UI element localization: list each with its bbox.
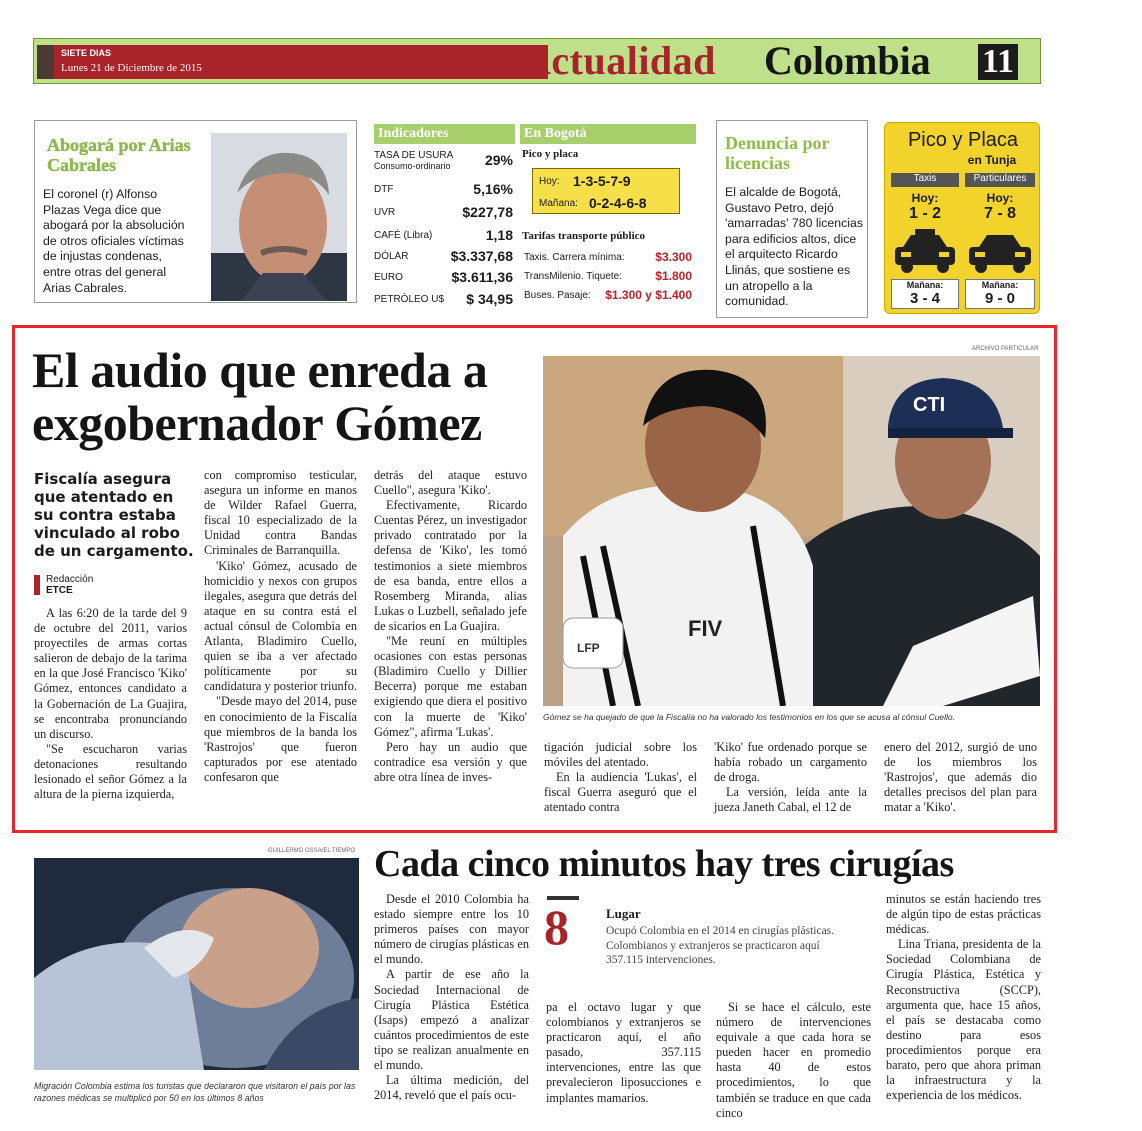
taxis-header <box>891 173 959 187</box>
indicator-row <box>374 181 515 197</box>
article-photo <box>543 356 1040 706</box>
cirugias-column-2 <box>546 1000 701 1106</box>
denuncia-box <box>716 120 868 318</box>
svg-text:LFP: LFP <box>577 641 600 655</box>
tarifa-value: $3.300 <box>655 250 692 264</box>
part-today: 7 - 8 <box>983 205 1016 222</box>
paragraph: con compromiso testicular, asegura un informe en manos de Wilder Rafael Guerra, fiscal 10 especializado de la Unidad contra Bandas Criminales de Barranquilla. <box>204 468 357 558</box>
taxi-icon <box>893 227 957 275</box>
paragraph: enero del 2012, surgió de uno de los miembros los 'Rastrojos', que además dio detalles precisos del plan para matar a 'Kiko'. <box>884 740 1037 815</box>
paragraph: pa el octavo lugar y que colombianos y extranjeros se practicaron aquí, el año pasado, 357.115 intervenciones, entre las que prevalecieron liposucciones e implantes mamarios. <box>546 1000 701 1105</box>
paragraph: detrás del ataque estuvo Cuello", asegura 'Kiko'. <box>374 468 527 498</box>
tarifa-value: $1.300 y $1.400 <box>605 288 692 302</box>
taxis-tomorrow-box <box>891 279 959 309</box>
tomorrow-label: Mañana: <box>539 198 578 209</box>
section-title-red: Actualidad <box>522 38 716 83</box>
part-today-label: Hoy: <box>986 191 1014 205</box>
header-dark-strip <box>37 45 54 79</box>
paragraph: A las 6:20 de la tarde del 9 de octubre del 2011, varios proyectiles de armas cortas salieron de debajo de la tarima en la que José Francisco 'Kiko' Gómez, entonces candidato a la Gobernación de La Guajira, se encontraba pronunciando un discurso. <box>34 606 187 741</box>
indicators-title: Indicadores <box>374 124 515 144</box>
part-tomorrow: 9 - 0 <box>984 290 1015 307</box>
article-column-4 <box>544 740 697 815</box>
indicators-box <box>374 124 515 306</box>
section-name: SIETE DIAS <box>61 48 112 58</box>
today-label: Hoy: <box>539 176 560 187</box>
indicator-value: 5,16% <box>473 181 513 197</box>
indicator-value: 29% <box>484 152 513 168</box>
tomorrow-digits: 0-2-4-6-8 <box>589 195 647 211</box>
indicator-row <box>374 227 515 243</box>
svg-text:CTI: CTI <box>913 394 946 416</box>
article-column-1 <box>34 606 187 802</box>
taxis-tomorrow-label: Mañana: <box>906 280 944 290</box>
paragraph: minutos se están haciendo tres de algún tipo de estas prácticas médicas. <box>886 892 1041 937</box>
taxis-tomorrow: 3 - 4 <box>909 290 940 307</box>
pico-placa-label: Pico y placa <box>522 148 579 160</box>
paragraph: A partir de ese año la Sociedad Internacional de Cirugía Plástica Estética (Isaps) empezó a analizar cuántos procedimientos de este tipo se realizan anualmente en el mundo. <box>374 967 529 1073</box>
tarifa-label: TransMilenio. Tiquete: <box>524 271 623 282</box>
denuncia-body: El alcalde de Bogotá, Gustavo Petro, dejó 'amarradas' 780 licencias para edificios altos, dice el arquitecto Ricardo Llinás, que sostiene es un atropello a la comunidad. <box>725 185 863 309</box>
byline-label: Redacción <box>46 574 94 585</box>
stat-label: Lugar <box>606 906 641 921</box>
article-column-5 <box>714 740 867 815</box>
article-headline: El audio que enreda a exgobernador Gómez <box>32 342 488 451</box>
indicator-label: TASA DE USURA <box>374 150 454 161</box>
bogota-box <box>520 124 696 306</box>
article-column-6 <box>884 740 1037 815</box>
article-deck: Fiscalía asegura que atentado en su contra estaba vinculado al robo de un cargamento. <box>34 470 194 560</box>
paragraph: Si se hace el cálculo, este número de intervenciones equivale a que cada hora se pueden hacer en promedio hasta 40 de estos procedimientos, lo que también se traduce en que cada cinco <box>716 1000 871 1120</box>
section-header <box>33 38 1041 84</box>
particulares-label: Particulares <box>973 173 1027 184</box>
svg-text:FIV: FIV <box>688 616 723 641</box>
taxis-today: 1 - 2 <box>908 205 941 222</box>
stat-number: 8 <box>544 899 569 955</box>
bogota-title: En Bogotá <box>520 124 696 144</box>
paragraph: La última medición, del 2014, reveló que el país ocu- <box>374 1073 529 1103</box>
indicator-label: DÓLAR <box>374 251 409 262</box>
tarifa-value: $1.800 <box>655 269 692 283</box>
particulares-header <box>965 173 1035 187</box>
indicator-value: 1,18 <box>485 227 513 243</box>
abogara-body: El coronel (r) Alfonso Plazas Vega dice que abogará por la absolución de otros oficiales víctimas de injustas condenas, entre otras del general Arias Cabrales. <box>43 187 185 295</box>
part-tomorrow-label: Mañana: <box>981 280 1019 290</box>
indicator-row <box>374 291 515 307</box>
plazas-vega-photo <box>211 133 347 301</box>
indicator-label: EURO <box>374 272 403 283</box>
article-column-3 <box>374 468 527 785</box>
paragraph: Desde el 2010 Colombia ha estado siempre entre los 10 primeros países con mayor número de cirugías plásticas en el mundo. <box>374 892 529 967</box>
byline: ETCE <box>46 585 73 596</box>
cirugias-column-1 <box>374 892 529 1103</box>
indicator-sublabel: Consumo-ordinario <box>374 161 451 171</box>
paragraph: 'Kiko' Gómez, acusado de homicidio y nexos con grupos ilegales, asegura que detrás del ataque en su contra está el actual cónsul de Colombia en Atlanta, Bladimiro Cuello, quien se iba a ver afectado políticamente por su candidatura y posterior triunfo. <box>204 558 357 694</box>
taxis-label: Taxis <box>913 173 937 184</box>
stat-text: Ocupó Colombia en el 2014 en cirugías plásticas. Colombianos y extranjeros se practicaron aquí 357.115 intervenciones. <box>606 925 835 966</box>
cirugias-photo-credit: GUILLERMO OSSA/EL TIEMPO <box>268 848 356 854</box>
indicator-row <box>374 269 515 285</box>
pico-title: Pico y Placa <box>907 129 1019 151</box>
cirugias-column-3 <box>716 1000 871 1121</box>
indicator-value: $ 34,95 <box>466 291 513 307</box>
surgery-photo <box>34 858 359 1070</box>
pico-placa-tunja <box>884 122 1040 314</box>
issue-date: Lunes 21 de Diciembre de 2015 <box>61 62 202 74</box>
article-column-2 <box>204 468 357 785</box>
tarifa-label: Buses. Pasaje: <box>524 290 591 301</box>
paragraph: "Se escucharon varias detonaciones resultando lesionado el señor Gómez a la altura de la pierna izquierda, <box>34 741 187 802</box>
paragraph: Pero hay un audio que contradice esa versión y que abre otra línea de inves- <box>374 739 527 784</box>
indicator-row <box>374 248 515 264</box>
paragraph: La versión, leída ante la jueza Janeth Cabal, el 12 de <box>714 785 867 815</box>
cirugias-column-4 <box>886 892 1041 1103</box>
abogara-box <box>34 120 357 303</box>
today-digits: 1-3-5-7-9 <box>573 173 631 189</box>
paragraph: "Me reuní en múltiples ocasiones con estas personas (Bladimiro Cuello y Dillier Becerra) porque me estaban exigiendo que diera el positivo con la muerte de 'Kiko' Gómez", afirma 'Lukas'. <box>374 634 527 739</box>
indicator-label: CAFÉ (Libra) <box>374 230 433 241</box>
pico-city: en Tunja <box>967 153 1017 167</box>
byline-marker <box>34 575 40 595</box>
indicator-label: DTF <box>374 184 394 195</box>
paragraph: Efectivamente, Ricardo Cuentas Pérez, un investigador privado contratado por la defensa de 'Kiko', les tomó testimonios a siete miembros de esa banda, entre ellos a Rosemberg Miranda, alias Lukas o Luzbell, señalado jefe de sicarios en La Guajira. <box>374 498 527 633</box>
pico-placa-sign <box>532 168 680 214</box>
paragraph: tigación judicial sobre los móviles del atentado. <box>544 740 697 770</box>
indicator-value: $3.337,68 <box>450 248 513 264</box>
taxis-today-label: Hoy: <box>911 191 939 205</box>
indicator-row <box>374 204 515 220</box>
tarifas-title: Tarifas transporte público <box>522 230 646 242</box>
indicator-value: $227,78 <box>462 204 513 220</box>
tarifa-label: Taxis. Carrera mínima: <box>524 252 625 263</box>
indicator-row <box>374 150 515 172</box>
paragraph: "Desde mayo del 2014, puse en conocimiento de la Fiscalía que miembros de la banda los 'Rastrojos' que fueron capturados por ese atentado confesaron que <box>204 694 357 784</box>
photo-credit: ARCHIVO PARTICULAR <box>972 346 1039 352</box>
surgery-caption: Migración Colombia estima los turistas que declararon que visitaron el país por las razones médicas se multiplicó por 50 en los últimos 8 años <box>34 1081 356 1103</box>
section-title-black: Colombia <box>764 38 931 83</box>
paragraph: 'Kiko' fue ordenado porque se había robado un cargamento de droga. <box>714 740 867 785</box>
paragraph: Lina Triana, presidenta de la Sociedad Colombiana de Cirugía Plástica, Estética y Reconstructiva (SCCP), argumenta que, hace 15 años, el país se destacaba como destino para esos procedimientos porque era barato, pero que ahora priman la infraestructura y la experiencia de los médicos. <box>886 937 1041 1103</box>
part-tomorrow-box <box>965 279 1035 309</box>
denuncia-title: Denuncia por licencias <box>725 133 830 173</box>
indicator-label: UVR <box>374 207 396 218</box>
indicator-value: $3.611,36 <box>451 269 513 285</box>
indicator-label: PETRÓLEO U$ <box>374 294 445 305</box>
paragraph: En la audiencia 'Lukas', el fiscal Guerra aseguró que el atentado contra <box>544 770 697 815</box>
car-icon <box>967 231 1033 275</box>
page-number: 11 <box>978 44 1018 80</box>
abogara-title: Abogará por Arias Cabrales <box>47 135 191 175</box>
photo-caption: Gómez se ha quejado de que la Fiscalía no ha valorado los testimonios en los que se acusa al cónsul Cuello. <box>543 712 956 722</box>
cirugias-headline: Cada cinco minutos hay tres cirugías <box>374 843 954 885</box>
